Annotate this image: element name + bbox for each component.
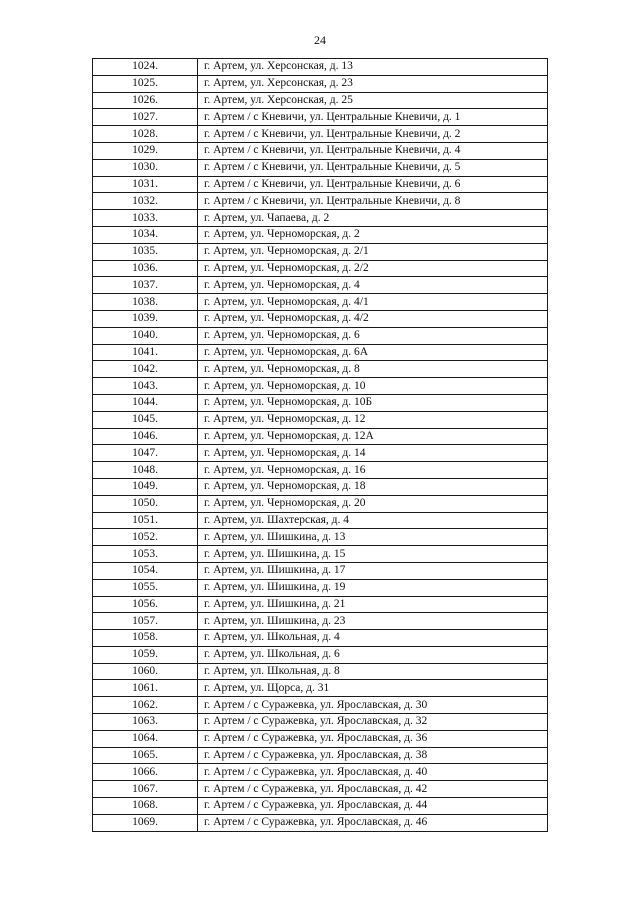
table-row xyxy=(93,243,548,260)
row-number-cell: 1036. xyxy=(93,260,198,277)
table-row xyxy=(93,159,548,176)
address-cell: г. Артем / с Суражевка, ул. Ярославская, д. 36 xyxy=(198,730,548,747)
table-row xyxy=(93,663,548,680)
address-cell: г. Артем, ул. Черноморская, д. 6 xyxy=(198,327,548,344)
address-cell: г. Артем, ул. Черноморская, д. 4/1 xyxy=(198,294,548,311)
table-row xyxy=(93,226,548,243)
address-cell: г. Артем, ул. Шахтерская, д. 4 xyxy=(198,512,548,529)
row-number-cell: 1045. xyxy=(93,411,198,428)
table-row xyxy=(93,361,548,378)
row-number-cell: 1044. xyxy=(93,394,198,411)
address-cell: г. Артем, ул. Шишкина, д. 19 xyxy=(198,579,548,596)
address-cell: г. Артем, ул. Черноморская, д. 16 xyxy=(198,462,548,479)
table-row xyxy=(93,310,548,327)
address-cell: г. Артем / с Кневичи, ул. Центральные Кневичи, д. 5 xyxy=(198,159,548,176)
table-row xyxy=(93,462,548,479)
table-row xyxy=(93,260,548,277)
row-number-cell: 1053. xyxy=(93,546,198,563)
table-row xyxy=(93,714,548,731)
row-number-cell: 1046. xyxy=(93,428,198,445)
table-row xyxy=(93,428,548,445)
table-row xyxy=(93,394,548,411)
address-cell: г. Артем, ул. Черноморская, д. 10Б xyxy=(198,394,548,411)
address-cell: г. Артем, ул. Черноморская, д. 14 xyxy=(198,445,548,462)
row-number-cell: 1030. xyxy=(93,159,198,176)
row-number-cell: 1049. xyxy=(93,478,198,495)
address-cell: г. Артем / с Суражевка, ул. Ярославская, д. 32 xyxy=(198,714,548,731)
page-number: 24 xyxy=(314,33,326,47)
table-row xyxy=(93,478,548,495)
table-row xyxy=(93,294,548,311)
address-cell: г. Артем / с Суражевка, ул. Ярославская, д. 30 xyxy=(198,697,548,714)
table-row xyxy=(93,176,548,193)
address-cell: г. Артем, ул. Шишкина, д. 13 xyxy=(198,529,548,546)
row-number-cell: 1063. xyxy=(93,714,198,731)
row-number-cell: 1038. xyxy=(93,294,198,311)
address-cell: г. Артем / с Кневичи, ул. Центральные Кневичи, д. 6 xyxy=(198,176,548,193)
table-row xyxy=(93,126,548,143)
address-cell: г. Артем, ул. Шишкина, д. 23 xyxy=(198,613,548,630)
address-cell: г. Артем, ул. Черноморская, д. 2/1 xyxy=(198,243,548,260)
address-cell: г. Артем, ул. Черноморская, д. 2 xyxy=(198,226,548,243)
address-cell: г. Артем / с Суражевка, ул. Ярославская, д. 44 xyxy=(198,798,548,815)
table-row xyxy=(93,411,548,428)
row-number-cell: 1040. xyxy=(93,327,198,344)
row-number-cell: 1069. xyxy=(93,814,198,831)
table-row xyxy=(93,495,548,512)
row-number-cell: 1029. xyxy=(93,142,198,159)
table-row xyxy=(93,747,548,764)
table-row xyxy=(93,814,548,831)
row-number-cell: 1031. xyxy=(93,176,198,193)
row-number-cell: 1064. xyxy=(93,730,198,747)
table-row xyxy=(93,646,548,663)
table-row xyxy=(93,512,548,529)
address-cell: г. Артем, ул. Шишкина, д. 15 xyxy=(198,546,548,563)
row-number-cell: 1026. xyxy=(93,92,198,109)
table-row xyxy=(93,781,548,798)
table-row xyxy=(93,210,548,227)
address-cell: г. Артем, ул. Шишкина, д. 21 xyxy=(198,596,548,613)
table-row xyxy=(93,529,548,546)
row-number-cell: 1055. xyxy=(93,579,198,596)
row-number-cell: 1051. xyxy=(93,512,198,529)
address-cell: г. Артем / с Суражевка, ул. Ярославская, д. 46 xyxy=(198,814,548,831)
table-row xyxy=(93,680,548,697)
row-number-cell: 1067. xyxy=(93,781,198,798)
row-number-cell: 1065. xyxy=(93,747,198,764)
row-number-cell: 1041. xyxy=(93,344,198,361)
address-cell: г. Артем, ул. Школьная, д. 8 xyxy=(198,663,548,680)
address-cell: г. Артем / с Кневичи, ул. Центральные Кневичи, д. 2 xyxy=(198,126,548,143)
row-number-cell: 1039. xyxy=(93,310,198,327)
address-cell: г. Артем / с Суражевка, ул. Ярославская, д. 40 xyxy=(198,764,548,781)
table-row xyxy=(93,764,548,781)
address-cell: г. Артем, ул. Черноморская, д. 18 xyxy=(198,478,548,495)
address-cell: г. Артем, ул. Черноморская, д. 12А xyxy=(198,428,548,445)
address-cell: г. Артем, ул. Херсонская, д. 25 xyxy=(198,92,548,109)
address-cell: г. Артем / с Суражевка, ул. Ярославская, д. 38 xyxy=(198,747,548,764)
address-cell: г. Артем / с Кневичи, ул. Центральные Кневичи, д. 4 xyxy=(198,142,548,159)
row-number-cell: 1062. xyxy=(93,697,198,714)
row-number-cell: 1032. xyxy=(93,193,198,210)
row-number-cell: 1027. xyxy=(93,109,198,126)
address-cell: г. Артем, ул. Херсонская, д. 23 xyxy=(198,75,548,92)
row-number-cell: 1054. xyxy=(93,562,198,579)
address-cell: г. Артем, ул. Черноморская, д. 4/2 xyxy=(198,310,548,327)
row-number-cell: 1033. xyxy=(93,210,198,227)
row-number-cell: 1025. xyxy=(93,75,198,92)
table-row xyxy=(93,579,548,596)
address-cell: г. Артем, ул. Черноморская, д. 2/2 xyxy=(198,260,548,277)
address-cell: г. Артем, ул. Щорса, д. 31 xyxy=(198,680,548,697)
table-row xyxy=(93,92,548,109)
address-cell: г. Артем, ул. Шишкина, д. 17 xyxy=(198,562,548,579)
table-row xyxy=(93,344,548,361)
address-cell: г. Артем, ул. Школьная, д. 4 xyxy=(198,630,548,647)
table-row xyxy=(93,798,548,815)
address-cell: г. Артем / с Кневичи, ул. Центральные Кневичи, д. 1 xyxy=(198,109,548,126)
table-row xyxy=(93,75,548,92)
address-cell: г. Артем, ул. Черноморская, д. 8 xyxy=(198,361,548,378)
row-number-cell: 1057. xyxy=(93,613,198,630)
row-number-cell: 1028. xyxy=(93,126,198,143)
row-number-cell: 1052. xyxy=(93,529,198,546)
row-number-cell: 1042. xyxy=(93,361,198,378)
address-cell: г. Артем, ул. Черноморская, д. 12 xyxy=(198,411,548,428)
row-number-cell: 1066. xyxy=(93,764,198,781)
table-row xyxy=(93,59,548,76)
address-cell: г. Артем, ул. Чапаева, д. 2 xyxy=(198,210,548,227)
row-number-cell: 1060. xyxy=(93,663,198,680)
row-number-cell: 1048. xyxy=(93,462,198,479)
table-row xyxy=(93,730,548,747)
address-cell: г. Артем, ул. Черноморская, д. 10 xyxy=(198,378,548,395)
address-cell: г. Артем, ул. Школьная, д. 6 xyxy=(198,646,548,663)
table-row xyxy=(93,630,548,647)
table-row xyxy=(93,327,548,344)
table-row xyxy=(93,109,548,126)
table-row xyxy=(93,613,548,630)
row-number-cell: 1024. xyxy=(93,59,198,76)
row-number-cell: 1043. xyxy=(93,378,198,395)
table-row xyxy=(93,142,548,159)
row-number-cell: 1061. xyxy=(93,680,198,697)
row-number-cell: 1047. xyxy=(93,445,198,462)
table-row xyxy=(93,193,548,210)
row-number-cell: 1058. xyxy=(93,630,198,647)
table-row xyxy=(93,596,548,613)
address-cell: г. Артем / с Суражевка, ул. Ярославская, д. 42 xyxy=(198,781,548,798)
row-number-cell: 1068. xyxy=(93,798,198,815)
row-number-cell: 1050. xyxy=(93,495,198,512)
address-cell: г. Артем, ул. Черноморская, д. 4 xyxy=(198,277,548,294)
table-row xyxy=(93,445,548,462)
table-row xyxy=(93,277,548,294)
address-cell: г. Артем / с Кневичи, ул. Центральные Кневичи, д. 8 xyxy=(198,193,548,210)
row-number-cell: 1056. xyxy=(93,596,198,613)
table-row xyxy=(93,697,548,714)
row-number-cell: 1035. xyxy=(93,243,198,260)
table-row xyxy=(93,546,548,563)
address-table xyxy=(92,58,548,832)
address-cell: г. Артем, ул. Херсонская, д. 13 xyxy=(198,59,548,76)
address-cell: г. Артем, ул. Черноморская, д. 20 xyxy=(198,495,548,512)
row-number-cell: 1037. xyxy=(93,277,198,294)
row-number-cell: 1059. xyxy=(93,646,198,663)
address-cell: г. Артем, ул. Черноморская, д. 6А xyxy=(198,344,548,361)
table-row xyxy=(93,378,548,395)
row-number-cell: 1034. xyxy=(93,226,198,243)
address-table-body xyxy=(93,59,548,832)
table-row xyxy=(93,562,548,579)
